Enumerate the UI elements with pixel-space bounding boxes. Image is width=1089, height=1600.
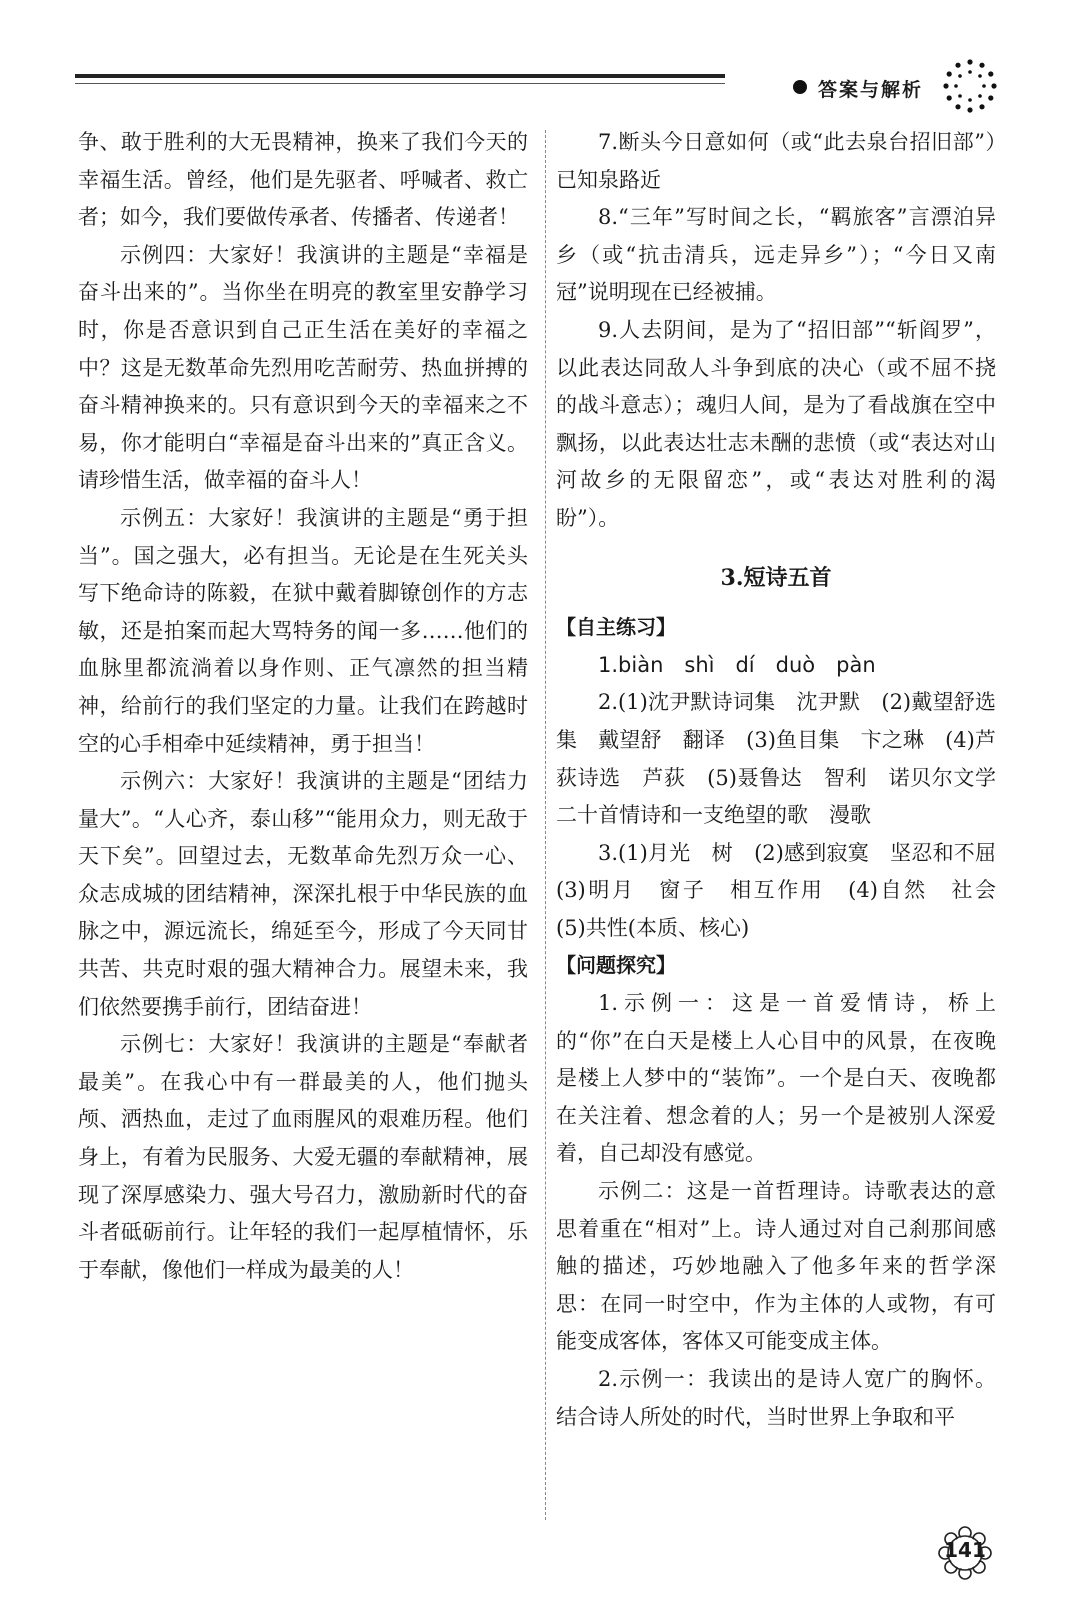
paragraph: 示例七：大家好！我演讲的主题是“奉献者最美”。在我心中有一群最美的人，他们抛头颅、洒热血，走过了血雨腥风的艰难历程。他们身上，有着为民服务、大爱无疆的奉献精神，展现了深厚感染力、强大号召力，激励新时代的奋斗者砥砺前行。让年轻的我们一起厚植情怀，乐于奉献，像他们一样成为最美的人！ (78, 1032, 528, 1282)
page-number-badge (936, 1524, 994, 1582)
header-rule-thin (75, 83, 725, 84)
paragraph: 示例六：大家好！我演讲的主题是“团结力量大”。“人心齐，泰山移”“能用众力，则无敌于天下矣”。回望过去，无数革命先烈万众一心、众志成城的团结精神，深深扎根于中华民族的血脉之中，源远流长，绵延至今，形成了今天同甘共苦、共克时艰的强大精神合力。展望未来，我们依然要携手前行，团结奋进！ (78, 769, 528, 1019)
section-title: 3.短诗五首 (720, 564, 832, 591)
answer-item: 8.“三年”写时间之长，“羁旅客”言漂泊异乡（或“抗击清兵，远走异乡”）；“今日又南冠”说明现在已经被捕。 (556, 205, 996, 305)
right-column (556, 124, 1017, 1436)
answer-item: 2.示例一：我读出的是诗人宽广的胸怀。结合诗人所处的时代，当时世界上争取和平 (556, 1367, 996, 1429)
filled-circle-icon (793, 80, 807, 94)
paragraph: 示例四：大家好！我演讲的主题是“幸福是奋斗出来的”。当你坐在明亮的教室里安静学习时，你是否意识到自己正生活在美好的幸福之中？这是无数革命先烈用吃苦耐劳、热血拼搏的奋斗精神换来的。只有意识到今天的幸福来之不易，你才能明白“幸福是奋斗出来的”真正含义。请珍惜生活，做幸福的奋斗人！ (78, 242, 528, 493)
left-column (78, 124, 528, 1289)
answer-item: 1.示例一：这是一首爱情诗，桥上的“你”在白天是楼上人心目中的风景，在夜晚是楼上人梦中的“装饰”。一个是白天、夜晚都在关注着、想念着的人；另一个是被别人深爱着，自己却没有感觉。 (556, 991, 996, 1166)
answer-item: 2.(1)沈尹默诗词集 沈尹默 (2)戴望舒选集 戴望舒 翻译 (3)鱼目集 卞之琳 (4)芦荻诗选 芦荻 (5)聂鲁达 智利 诺贝尔文学 二十首情诗和一支绝望的歌 漫歌 (556, 690, 1017, 828)
sun-burst-icon (942, 58, 998, 114)
page-number: 141 (944, 1538, 986, 1562)
paragraph: 示例五：大家好！我演讲的主题是“勇于担当”。国之强大，必有担当。无论是在生死关头写下绝命诗的陈毅，在狱中戴着脚镣创作的方志敏，还是拍案而起大骂特务的闻一多……他们的血脉里都流淌着以身作则、正气凛然的担当精神，给前行的我们坚定的力量。让我们在跨越时空的心手相牵中延续精神，勇于担当！ (78, 505, 528, 756)
practice-heading: 【自主练习】 (556, 615, 676, 640)
paragraph: 争、敢于胜利的大无畏精神，换来了我们今天的幸福生活。曾经，他们是先驱者、呼喊者、救亡者；如今，我们要做传承者、传播者、传递者！ (78, 130, 528, 230)
answer-item: 9.人去阴间，是为了“招旧部”“斩阎罗”，以此表达同敌人斗争到底的决心（或不屈不挠的战斗意志）；魂归人间，是为了看战旗在空中飘扬，以此表达壮志未酬的悲愤（或“表达对山河故乡的无限留恋”，或“表达对胜利的渴盼”）。 (556, 317, 996, 530)
answer-item: 示例二：这是一首哲理诗。诗歌表达的意思着重在“相对”上。诗人通过对自己刹那间感触的描述，巧妙地融入了他多年来的哲学深思：在同一时空中，作为主体的人或物，有可能变成客体，客体又可能变成主体。 (556, 1179, 996, 1354)
explore-heading: 【问题探究】 (556, 953, 676, 978)
answer-item: 3.(1)月光 树 (2)感到寂寞 坚忍和不屈 (3)明月 窗子 相互作用 (4)自然 社会 (5)共性(本质、核心) (556, 840, 1017, 940)
running-header-title: 答案与解析 (818, 79, 924, 101)
answer-item: 7.断头今日意如何（或“此去泉台招旧部”） 已知泉路近 (556, 130, 1017, 192)
header-rule (75, 74, 725, 78)
column-divider (545, 130, 546, 1520)
answer-item: 1.biàn shì dí duò pàn (598, 652, 876, 677)
